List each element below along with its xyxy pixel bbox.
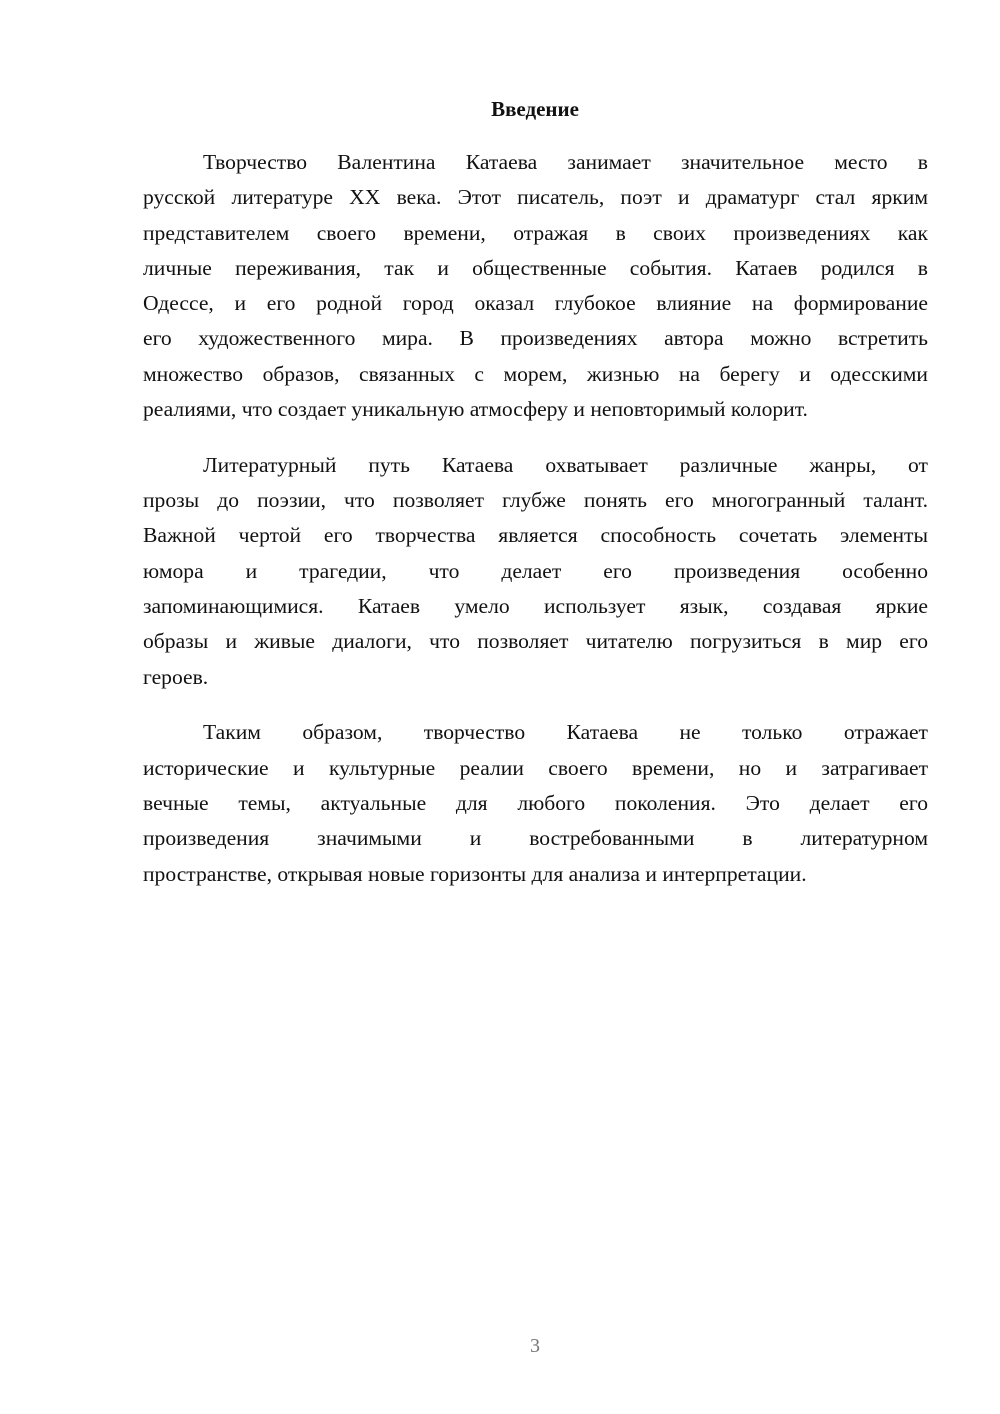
document-body — [143, 145, 928, 912]
text-line: реалиями, что создает уникальную атмосферу и неповторимый колорит. — [143, 397, 808, 422]
page-title: Введение — [491, 97, 579, 121]
text-line: его художественного мира. В произведениях автора можно встретить — [143, 326, 928, 351]
text-line: представителем своего времени, отражая в своих произведениях как — [143, 220, 928, 245]
paragraph — [143, 715, 928, 891]
text-line: героев. — [143, 664, 209, 689]
text-line: русской литературе XX века. Этот писатель, поэт и драматург стал ярким — [143, 185, 928, 210]
text-line: личные переживания, так и общественные события. Катаев родился в — [143, 255, 928, 280]
text-line: вечные темы, актуальные для любого поколения. Это делает его — [143, 791, 928, 816]
text-line: Творчество Валентина Катаева занимает значительное место в — [203, 150, 928, 174]
text-line: исторические и культурные реалии своего времени, но и затрагивает — [143, 755, 928, 780]
text-line: пространстве, открывая новые горизонты для анализа и интерпретации. — [143, 861, 807, 886]
text-line: Одессе, и его родной город оказал глубокое влияние на формирование — [143, 291, 928, 316]
text-line: юмора и трагедии, что делает его произведения особенно — [143, 558, 928, 583]
paragraph — [143, 448, 928, 695]
text-line: Важной чертой его творчества является способность сочетать элементы — [143, 523, 928, 548]
text-line: прозы до поэзии, что позволяет глубже понять его многогранный талант. — [143, 488, 928, 513]
text-line: произведения значимыми и востребованными в литературном — [143, 826, 928, 851]
page-number: 3 — [530, 1335, 540, 1357]
paragraph — [143, 145, 928, 427]
text-line: образы и живые диалоги, что позволяет читателю погрузиться в мир его — [143, 629, 928, 654]
text-line: Таким образом, творчество Катаева не только отражает — [203, 720, 928, 745]
text-line: запоминающимися. Катаев умело использует язык, создавая яркие — [143, 594, 928, 619]
text-line: Литературный путь Катаева охватывает различные жанры, от — [203, 452, 928, 477]
text-line: множество образов, связанных с морем, жизнью на берегу и одесскими — [143, 361, 928, 386]
